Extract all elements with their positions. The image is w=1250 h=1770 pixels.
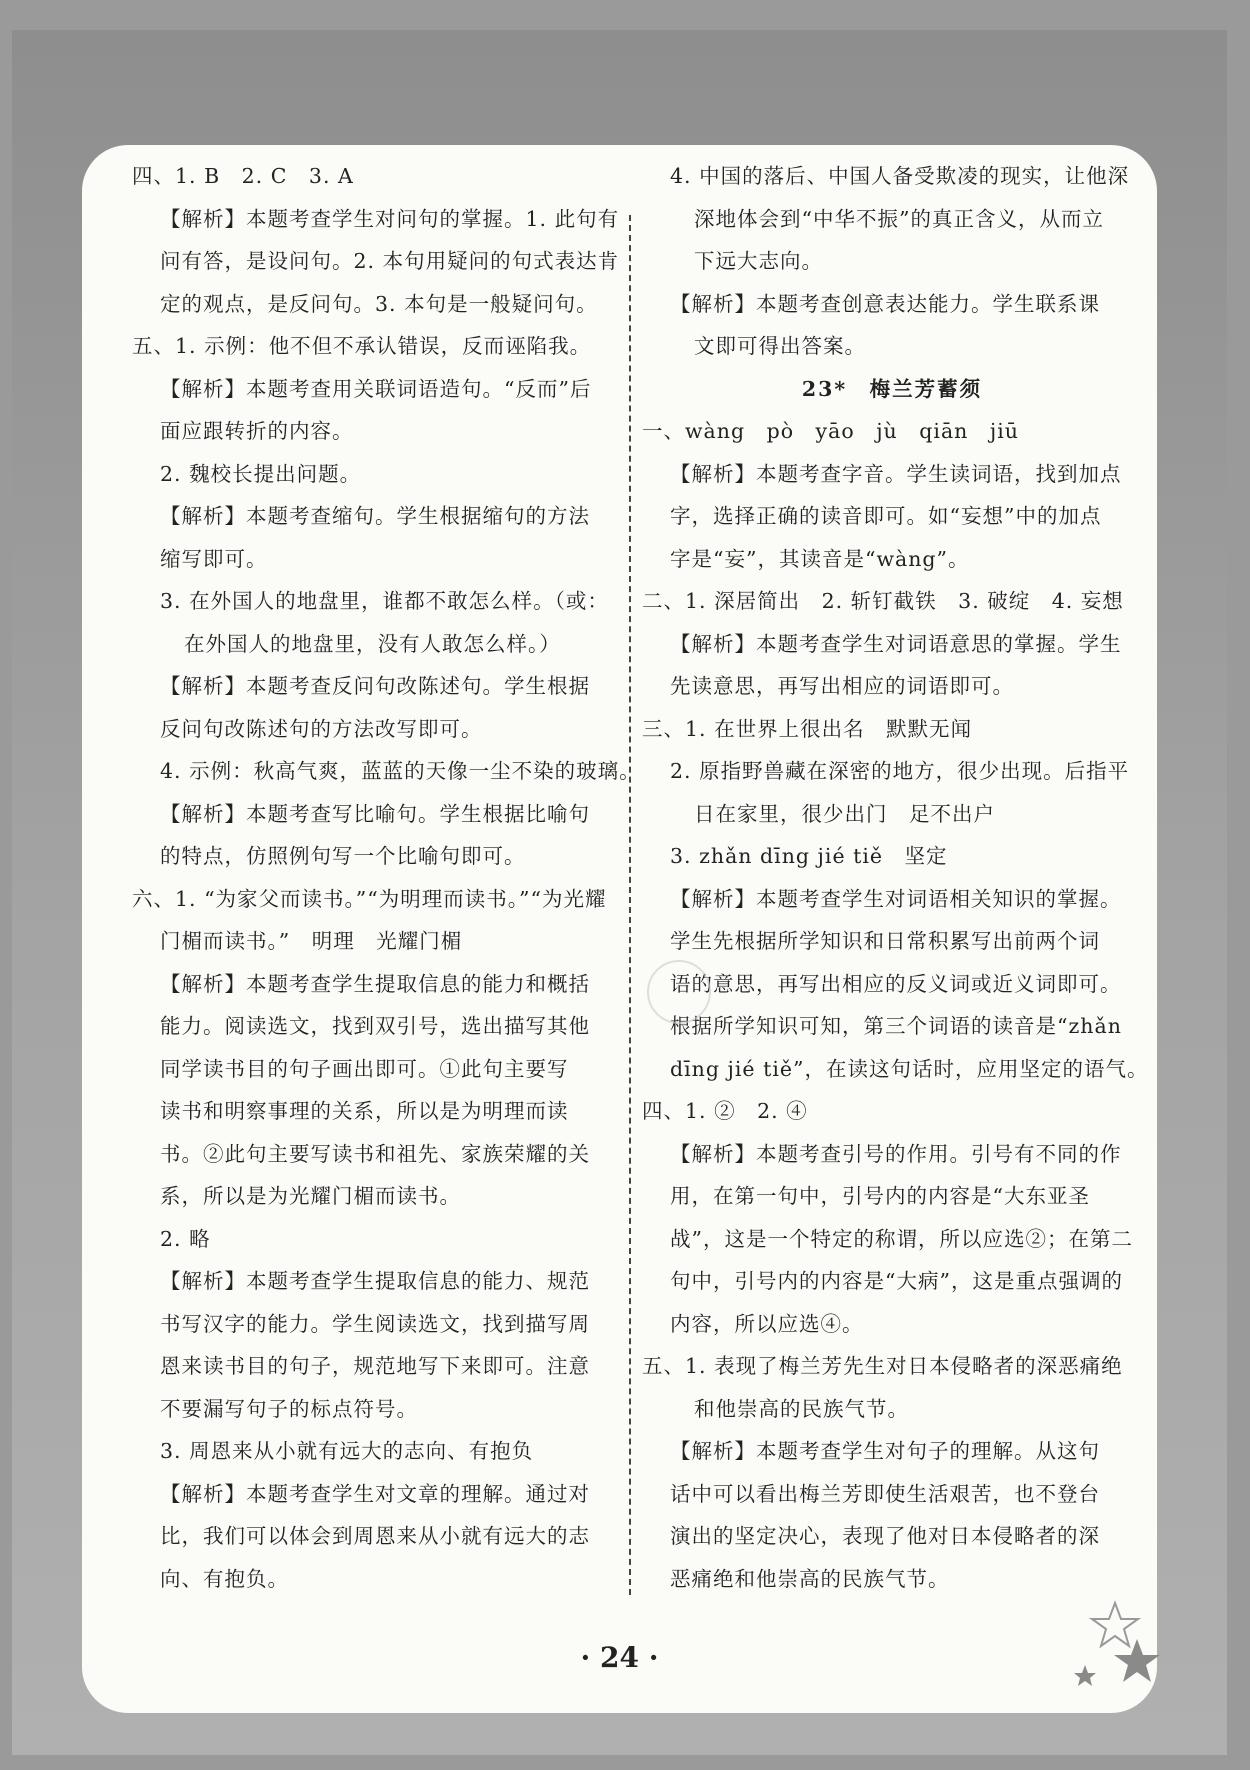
text-line: 话中可以看出梅兰芳即使生活艰苦，也不登台 [670, 1481, 1100, 1506]
text-line: 字是“妄”，其读音是“wàng”。 [670, 546, 970, 571]
text-line: 【解析】本题考查学生对文章的理解。通过对 [160, 1481, 590, 1506]
text-line: 4. 示例：秋高气爽，蓝蓝的天像一尘不染的玻璃。 [160, 759, 641, 783]
text-line: 系，所以是为光耀门楣而读书。 [160, 1184, 461, 1208]
text-line: 【解析】本题考查学生对问句的掌握。1. 此句有 [160, 206, 620, 231]
text-line: 3. 周恩来从小就有远大的志向、有抱负 [160, 1439, 534, 1463]
column-divider [629, 215, 631, 1595]
text-line: 【解析】本题考查学生对词语相关知识的掌握。 [670, 886, 1122, 911]
text-line: 内容，所以应选④。 [670, 1311, 864, 1336]
text-line: 和他崇高的民族气节。 [694, 1396, 909, 1421]
star-decoration-icon [1055, 1595, 1165, 1705]
text-line: 缩写即可。 [160, 546, 268, 571]
text-line: 六、1. “为家父而读书。”“为明理而读书。”“为光耀 [132, 886, 607, 911]
text-line: 一、wàng pò yāo jù qiān jiū [642, 419, 1019, 443]
text-line: 五、1. 表现了梅兰芳先生对日本侵略者的深恶痛绝 [642, 1354, 1123, 1378]
text-line: 门楣而读书。” 明理 光耀门楣 [160, 929, 463, 953]
text-line: 演出的坚定决心，表现了他对日本侵略者的深 [670, 1524, 1100, 1548]
text-line: 用，在第一句中，引号内的内容是“大东亚圣 [670, 1184, 1090, 1208]
text-line: 学生先根据所学知识和日常积累写出前两个词 [670, 929, 1100, 953]
text-line: 四、1. ② 2. ④ [642, 1099, 808, 1123]
text-line: 【解析】本题考查引号的作用。引号有不同的作 [670, 1141, 1122, 1166]
text-line: 五、1. 示例：他不但不承认错误，反而诬陷我。 [132, 334, 592, 358]
text-line: 问有答，是设问句。2. 本句用疑问的句式表达肯 [160, 249, 620, 273]
text-line: 【解析】本题考查用关联词语造句。“反而”后 [160, 376, 592, 401]
text-line: 【解析】本题考查学生对词语意思的掌握。学生 [670, 631, 1122, 656]
right-column [642, 155, 1149, 1600]
text-line: 语的意思，再写出相应的反义词或近义词即可。 [670, 971, 1122, 996]
text-line: 比，我们可以体会到周恩来从小就有远大的志 [160, 1524, 590, 1548]
text-line: 下远大志向。 [694, 249, 823, 273]
text-line: 3. zhǎn dīng jié tiě 坚定 [670, 844, 948, 868]
text-line: 在外国人的地盘里，没有人敢怎么样。） [184, 631, 561, 656]
text-line: 字，选择正确的读音即可。如“妄想”中的加点 [670, 504, 1102, 528]
page-background [12, 30, 1227, 1755]
text-line: 文即可得出答案。 [694, 334, 866, 358]
text-line: 【解析】本题考查反问句改陈述句。学生根据 [160, 674, 590, 698]
page-number: · 24 · [580, 1641, 659, 1674]
left-column [132, 155, 641, 1600]
text-line: 句中，引号内的内容是“大病”，这是重点强调的 [670, 1269, 1123, 1293]
text-line: 3. 在外国人的地盘里，谁都不敢怎么样。（或： [160, 589, 609, 613]
text-line: 书。②此句主要写读书和祖先、家族荣耀的关 [160, 1141, 590, 1166]
text-line: 反问句改陈述句的方法改写即可。 [160, 716, 483, 741]
text-line: 根据所学知识可知，第三个词语的读音是“zhǎn [670, 1014, 1122, 1038]
stamp-watermark [647, 960, 711, 1024]
text-line: 【解析】本题考查学生提取信息的能力和概括 [160, 971, 590, 996]
text-line: 2. 魏校长提出问题。 [160, 461, 362, 486]
text-line: 【解析】本题考查学生提取信息的能力、规范 [160, 1269, 590, 1293]
text-line: 【解析】本题考查写比喻句。学生根据比喻句 [160, 801, 590, 826]
text-line: 三、1. 在世界上很出名 默默无闻 [642, 716, 973, 741]
text-line: 恶痛绝和他崇高的民族气节。 [670, 1566, 950, 1591]
text-line: 2. 略 [160, 1226, 211, 1251]
text-line: 不要漏写句子的标点符号。 [160, 1396, 418, 1421]
text-line: 读书和明察事理的关系，所以是为明理而读 [160, 1099, 569, 1123]
text-line: 能力。阅读选文，找到双引号，选出描写其他 [160, 1014, 590, 1038]
text-line: 面应跟转折的内容。 [160, 419, 354, 443]
text-line: 四、1. B 2. C 3. A [132, 164, 354, 188]
text-line: 向、有抱负。 [160, 1566, 289, 1591]
text-line: 书写汉字的能力。学生阅读选文，找到描写周 [160, 1311, 590, 1336]
section-title: 23* 梅兰芳蓄须 [801, 376, 983, 401]
text-line: 同学读书目的句子画出即可。①此句主要写 [160, 1056, 569, 1081]
text-line: dīng jié tiě”，在读这句话时，应用坚定的语气。 [670, 1056, 1149, 1081]
text-line: 【解析】本题考查创意表达能力。学生联系课 [670, 291, 1100, 316]
text-line: 2. 原指野兽藏在深密的地方，很少出现。后指平 [670, 759, 1130, 783]
text-line: 【解析】本题考查字音。学生读词语，找到加点 [670, 461, 1122, 486]
text-line: 恩来读书目的句子，规范地写下来即可。注意 [160, 1354, 590, 1378]
text-line: 深地体会到“中华不振”的真正含义，从而立 [694, 206, 1104, 231]
text-line: 【解析】本题考查缩句。学生根据缩句的方法 [160, 504, 590, 528]
answer-card [82, 145, 1157, 1713]
text-line: 定的观点，是反问句。3. 本句是一般疑问句。 [160, 291, 598, 316]
text-line: 先读意思，再写出相应的词语即可。 [670, 674, 1014, 698]
text-line: 的特点，仿照例句写一个比喻句即可。 [160, 844, 526, 868]
text-line: 二、1. 深居简出 2. 斩钉截铁 3. 破绽 4. 妄想 [642, 589, 1124, 613]
text-line: 日在家里，很少出门 足不出户 [694, 801, 995, 826]
text-line: 战”，这是一个特定的称谓，所以应选②；在第二 [670, 1226, 1133, 1251]
text-line: 【解析】本题考查学生对句子的理解。从这句 [670, 1439, 1100, 1463]
text-line: 4. 中国的落后、中国人备受欺凌的现实，让他深 [670, 164, 1130, 188]
